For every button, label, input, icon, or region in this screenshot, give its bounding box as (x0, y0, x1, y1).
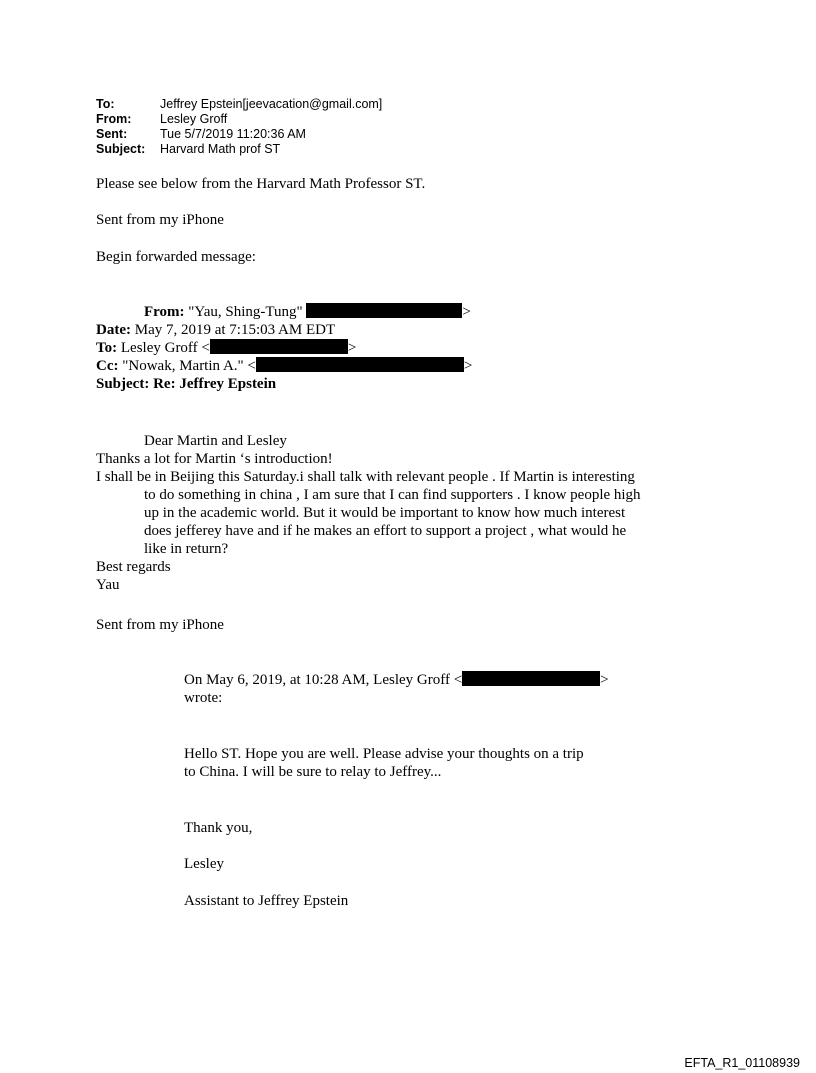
fwd-to-close: > (347, 340, 357, 356)
redaction-bar (210, 339, 348, 354)
redaction-bar (462, 671, 600, 686)
reply-paragraph-line: to do something in china , I am sure that I can find supporters . I know people high (144, 487, 641, 503)
reply-closing: Best regards (96, 559, 171, 575)
quoted-hello (184, 745, 704, 781)
fwd-date-value: May 7, 2019 at 7:15:03 AM EDT (134, 322, 336, 338)
quoted-on-line (184, 671, 704, 689)
quoted-hello-line: Hello ST. Hope you are well. Please advise your thoughts on a trip (184, 746, 584, 762)
quoted-on-text: On May 6, 2019, at 10:28 AM, Lesley Groff < (184, 672, 463, 688)
fwd-to-value: Lesley Groff < (120, 340, 210, 356)
from-label: From: (96, 112, 132, 126)
quoted-wrote: wrote: (184, 690, 223, 706)
redaction-bar (256, 357, 464, 372)
forwarded-header (96, 303, 736, 393)
fwd-subject-label: Subject: (96, 376, 150, 392)
fwd-from-label: From: (144, 304, 185, 320)
subject-label: Subject: (96, 142, 146, 156)
header-from-row (96, 112, 382, 127)
reply-sent-from-iphone: Sent from my iPhone (96, 617, 224, 633)
fwd-date-row (96, 321, 736, 339)
fwd-subject-row (96, 375, 736, 393)
header-to-row (96, 97, 382, 112)
quoted-hello-line: to China. I will be sure to relay to Jeffrey... (184, 764, 442, 780)
from-value: Lesley Groff (160, 112, 228, 126)
quoted-on-close: > (600, 672, 609, 688)
reply-salutation: Dear Martin and Lesley (144, 433, 287, 449)
reply-body (96, 432, 736, 594)
reply-paragraph-line: up in the academic world. But it would be important to know how much interest (144, 505, 626, 521)
sent-label: Sent: (96, 127, 128, 141)
begin-forwarded: Begin forwarded message: (96, 249, 256, 265)
reply-signature: Yau (96, 577, 120, 593)
header-sent-row (96, 127, 382, 142)
fwd-cc-close: > (463, 358, 473, 374)
to-label: To: (96, 97, 115, 111)
subject-value: Harvard Math prof ST (160, 142, 281, 156)
fwd-to-row (96, 339, 736, 357)
to-value: Jeffrey Epstein[jeevacation@gmail.com] (160, 97, 383, 111)
redaction-bar (306, 303, 462, 318)
quoted-title: Assistant to Jeffrey Epstein (184, 893, 349, 909)
email-header (96, 97, 382, 157)
fwd-from-close: > (462, 304, 471, 320)
fwd-from-value: "Yau, Shing-Tung" (188, 304, 303, 320)
quoted-thank-you: Thank you, (184, 820, 253, 836)
sent-value: Tue 5/7/2019 11:20:36 AM (160, 127, 306, 141)
intro-line: Please see below from the Harvard Math Professor ST. (96, 176, 426, 192)
fwd-from-row (96, 303, 736, 321)
reply-thanks: Thanks a lot for Martin ‘s introduction! (96, 451, 333, 467)
fwd-date-label: Date: (96, 322, 131, 338)
header-subject-row (96, 142, 382, 157)
reply-paragraph-line: does jefferey have and if he makes an effort to support a project , what would he (144, 523, 627, 539)
fwd-cc-value: "Nowak, Martin A." < (122, 358, 256, 374)
quoted-name: Lesley (184, 856, 224, 872)
reply-paragraph-line: like in return? (144, 541, 229, 557)
fwd-cc-label: Cc: (96, 358, 119, 374)
fwd-to-label: To: (96, 340, 118, 356)
quoted-attribution (184, 671, 704, 707)
fwd-cc-row (96, 357, 736, 375)
document-id: EFTA_R1_01108939 (684, 1056, 800, 1070)
reply-paragraph-line: I shall be in Beijing this Saturday.i shall talk with relevant people . If Martin is interesting (96, 469, 635, 485)
fwd-subject-value: Re: Jeffrey Epstein (153, 376, 277, 392)
sent-from-iphone: Sent from my iPhone (96, 212, 224, 228)
